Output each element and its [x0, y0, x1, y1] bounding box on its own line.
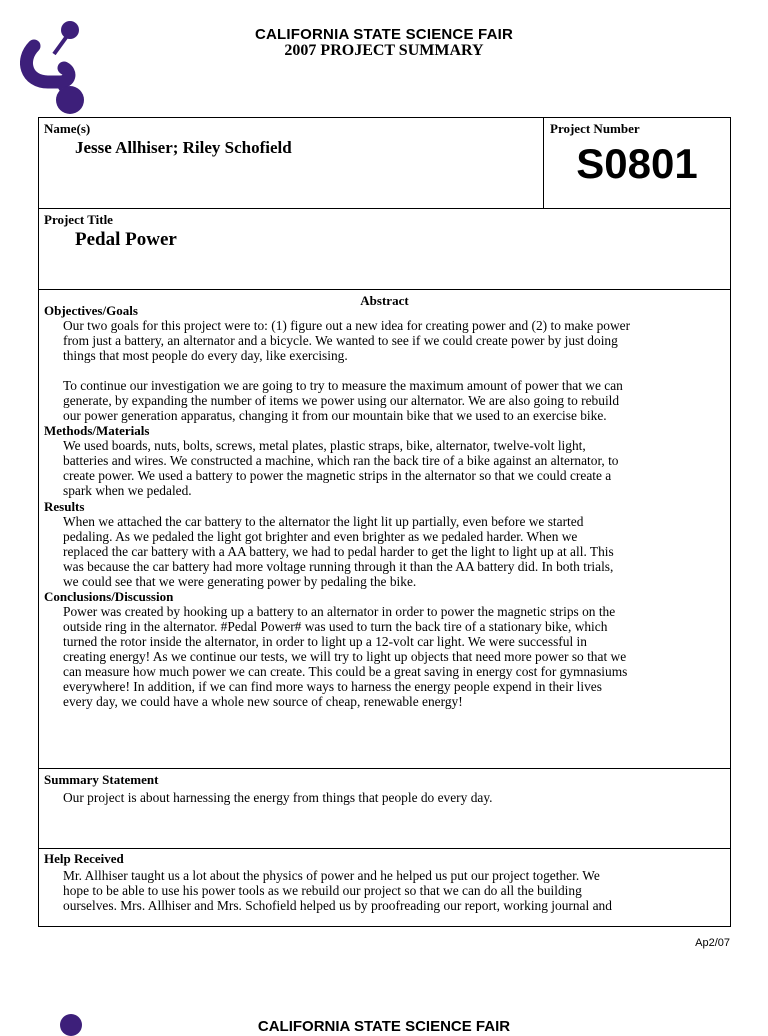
- methods-label: Methods/Materials: [44, 423, 150, 438]
- names-box: [38, 117, 731, 209]
- footer-date: Ap2/07: [695, 937, 730, 949]
- text-line: outside ring in the alternator. #Pedal Power# was used to turn the back tire of a stationary bike, which: [63, 619, 608, 634]
- text-line: things that most people do every day, like exercising.: [63, 348, 348, 363]
- text-line: We used boards, nuts, bolts, screws, metal plates, plastic straps, bike, alternator, twelve-volt light,: [63, 438, 586, 453]
- conclusions-text: [63, 604, 712, 709]
- text-line: ourselves. Mrs. Allhiser and Mrs. Schofield helped us by proofreading our report, working journal and: [63, 898, 612, 913]
- text-line: everywhere! In addition, if we can find more ways to harness the energy people expend in their lives: [63, 679, 602, 694]
- fair-title: CALIFORNIA STATE SCIENCE FAIR: [254, 26, 514, 43]
- abstract-box: [38, 289, 731, 769]
- objectives-text: [63, 318, 712, 363]
- text-line: Our two goals for this project were to: (1) figure out a new idea for creating power and (2) to make power: [63, 318, 631, 333]
- text-line: To continue our investigation we are going to try to measure the maximum amount of power that we can: [63, 378, 623, 393]
- help-text: [63, 868, 712, 913]
- results-text: [63, 514, 712, 589]
- text-line: Mr. Allhiser taught us a lot about the physics of power and he helped us put our project together. We: [63, 868, 600, 883]
- text-line: can measure how much power we can create. This could be a great saving in energy cost for gymnasiums: [63, 664, 628, 679]
- names-label: Name(s): [44, 121, 91, 136]
- text-line: generate, by expanding the number of items we power using our alternator. We are also going to rebuild: [63, 393, 620, 408]
- summary-title: 2007 PROJECT SUMMARY: [284, 42, 484, 59]
- text-line: batteries and wires. We constructed a machine, which ran the back tire of a bike against an alternator, to: [63, 453, 619, 468]
- text-line: was because the car battery had more voltage running through it than the AA battery did. In both trials,: [63, 559, 614, 574]
- project-number-label: Project Number: [550, 121, 640, 136]
- methods-text: [63, 438, 712, 498]
- project-number-value: S0801: [576, 140, 698, 187]
- project-title-box: [38, 208, 731, 290]
- text-line: from just a battery, an alternator and a bicycle. We wanted to see if we could create power by just doing: [63, 333, 618, 348]
- objectives-label: Objectives/Goals: [44, 303, 138, 318]
- text-line: pedaling. As we pedaled the light got brighter and even brighter as we pedaled harder. When we: [63, 529, 578, 544]
- text-line: spark when we pedaled.: [63, 483, 192, 498]
- summary-label: Summary Statement: [44, 772, 159, 787]
- summary-box: [38, 768, 731, 849]
- help-box: [38, 848, 731, 927]
- text-line: creating energy! As we continue our tests, we will try to light up objects that need more power so that we: [63, 649, 627, 664]
- conclusions-label: Conclusions/Discussion: [44, 589, 174, 604]
- summary-text: Our project is about harnessing the energy from things that people do every day.: [63, 790, 493, 805]
- text-line: When we attached the car battery to the alternator the light lit up partially, even before we started: [63, 514, 584, 529]
- text-line: create power. We used a battery to power the magnetic strips in the alternator so that we could create a: [63, 468, 612, 483]
- results-label: Results: [44, 499, 85, 514]
- abstract-heading: Abstract: [360, 293, 409, 308]
- project-number-cell: [543, 118, 730, 208]
- text-line: we could see that we were generating power by pedaling the bike.: [63, 574, 417, 589]
- text-line: every day, we could have a whole new source of cheap, renewable energy!: [63, 694, 463, 709]
- next-page-header: CALIFORNIA STATE SCIENCE FAIR: [257, 1018, 511, 1035]
- text-line: replaced the car battery with a AA battery, we had to pedal harder to get the light to light up at all. This: [63, 544, 614, 559]
- objectives-text-2: [63, 378, 712, 423]
- text-line: hope to be able to use his power tools as we rebuild our project so that we can do all the building: [63, 883, 582, 898]
- text-line: Power was created by hooking up a battery to an alternator in order to power the magnetic strips on the: [63, 604, 616, 619]
- project-title-label: Project Title: [44, 212, 113, 227]
- names-value: Jesse Allhiser; Riley Schofield: [75, 138, 292, 157]
- project-title-value: Pedal Power: [75, 229, 177, 250]
- help-label: Help Received: [44, 851, 124, 866]
- text-line: turned the rotor inside the alternator, in order to light up a 12-volt car light. We were successful in: [63, 634, 587, 649]
- text-line: our power generation apparatus, changing it from our mountain bike that we used to an exercise bike.: [63, 408, 607, 423]
